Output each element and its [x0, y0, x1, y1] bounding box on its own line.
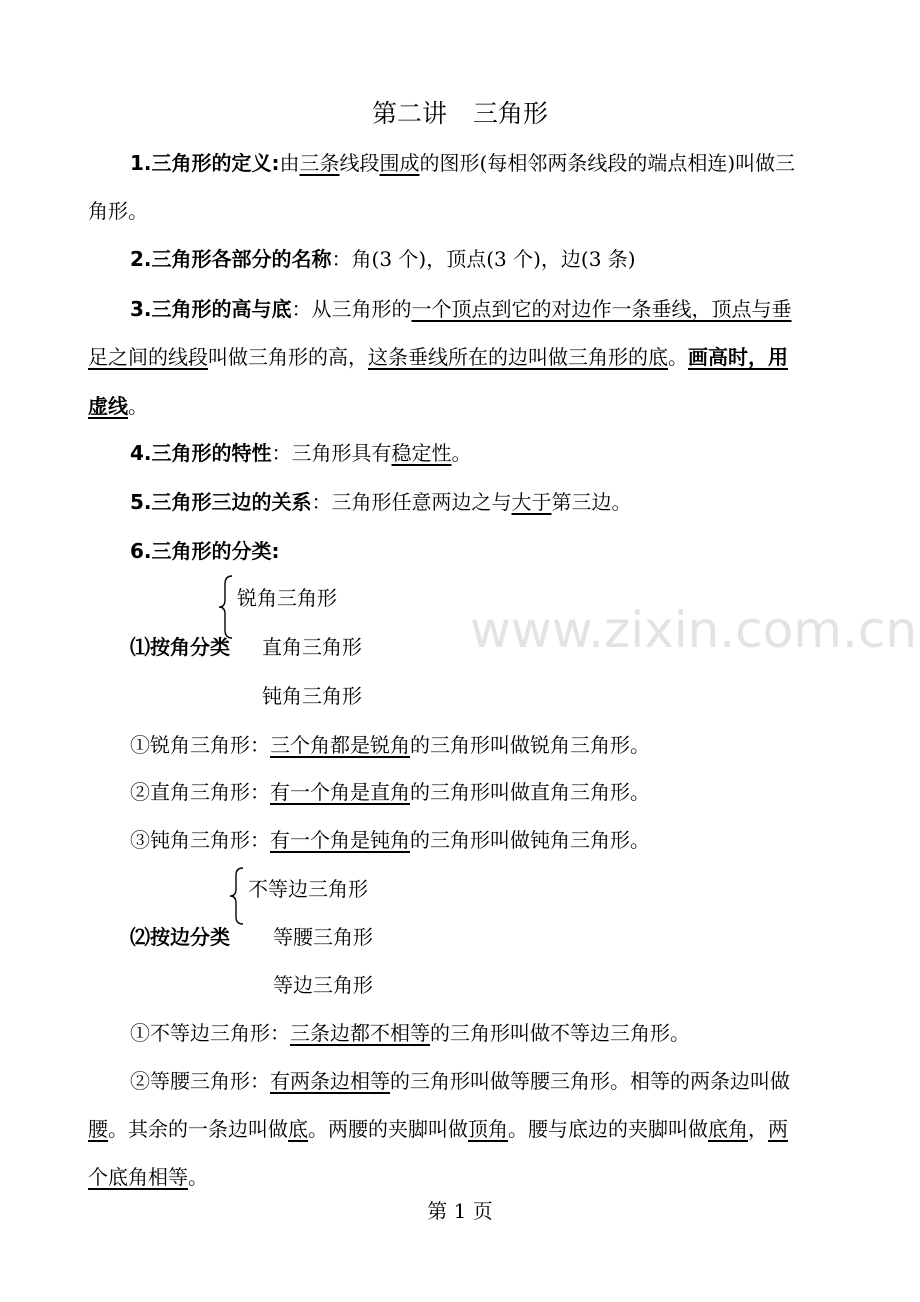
watermark: www.zixin.com.cn [470, 601, 918, 659]
page-number: 第 1 页 [427, 1199, 493, 1223]
text: ②直角三角形： [130, 780, 270, 804]
section-classification [130, 538, 280, 564]
underlined-text: 三个角都是锐角 [270, 733, 410, 757]
underlined-text: 三条 [299, 151, 340, 175]
angle-type-right: 直角三角形 [262, 635, 362, 659]
scalene-definition [130, 1020, 690, 1046]
section-parts [130, 246, 636, 272]
text: ：角(3 个)，顶点(3 个)，边(3 条) [331, 247, 636, 271]
text: 角形。 [88, 199, 148, 223]
text: ：从三角形的 [291, 297, 412, 321]
underlined-text: 底角 [708, 1117, 748, 1141]
text: 。 [188, 1165, 208, 1189]
text: ③钝角三角形： [130, 828, 270, 852]
text: 叫做三角形的高， [208, 345, 368, 369]
text: 。 [128, 394, 148, 418]
section-height-base-cont2 [88, 393, 148, 419]
brace-side [226, 866, 246, 926]
text: ①锐角三角形： [130, 733, 270, 757]
underlined-text: 有一个角是钝角 [270, 828, 410, 852]
side-type-equilateral: 等边三角形 [273, 973, 373, 997]
section-height-base [130, 296, 792, 322]
text: 。 [668, 345, 688, 369]
underlined-text: 有一个角是直角 [270, 780, 410, 804]
underlined-text: 足之间的线段 [88, 345, 208, 369]
section-heading: 4.三角形的特性 [130, 441, 272, 465]
text: ：三角形具有 [271, 441, 392, 465]
obtuse-definition [130, 827, 650, 853]
underlined-text: 稳定性 [391, 441, 452, 465]
angle-classification-label: ⑴按角分类 [130, 635, 230, 659]
acute-definition [130, 732, 650, 758]
title-topic: 三角形 [473, 99, 549, 128]
right-definition [130, 779, 650, 805]
text: ②等腰三角形： [130, 1069, 270, 1093]
section-property [130, 440, 472, 466]
section-definition-cont [88, 198, 148, 224]
underlined-text: 底 [288, 1117, 308, 1141]
underlined-text: 围成 [379, 151, 420, 175]
text: ①不等边三角形： [130, 1021, 290, 1045]
text: 的图形(每相邻两条线段的端点相连)叫做三 [419, 151, 796, 175]
text: ：三角形任意两边之与 [311, 490, 512, 514]
section-definition [130, 150, 795, 176]
underlined-text: 大于 [511, 490, 552, 514]
side-type-isosceles: 等腰三角形 [273, 925, 373, 949]
text: 第三边。 [551, 490, 632, 514]
section-heading: 1.三角形的定义: [130, 151, 280, 175]
angle-type-obtuse: 钝角三角形 [262, 684, 362, 708]
side-type-scalene: 不等边三角形 [248, 877, 368, 901]
text: 。腰与底边的夹脚叫做 [508, 1117, 708, 1141]
side-classification-label: ⑵按边分类 [130, 925, 230, 949]
section-heading: 5.三角形三边的关系 [130, 490, 312, 514]
title-lecture: 第二讲 [371, 99, 447, 128]
text: 。 [451, 441, 472, 465]
text: 的三角形叫做等腰三角形。相等的两条边叫做 [390, 1069, 790, 1093]
text: ， [748, 1117, 768, 1141]
section-sides-relation [130, 489, 632, 515]
isosceles-definition-cont2 [88, 1164, 208, 1190]
text: 的三角形叫做不等边三角形。 [430, 1021, 690, 1045]
text: 的三角形叫做直角三角形。 [410, 780, 650, 804]
underlined-text: 三条边都不相等 [290, 1021, 430, 1045]
text: 线段 [339, 151, 380, 175]
text: 的三角形叫做锐角三角形。 [410, 733, 650, 757]
underlined-text: 顶角 [468, 1117, 508, 1141]
underlined-text: 两 [768, 1117, 788, 1141]
text: 。其余的一条边叫做 [108, 1117, 288, 1141]
section-height-base-cont [88, 344, 788, 370]
emphasis-text: 画高时，用 [688, 345, 788, 369]
underlined-text: 个底角相等 [88, 1165, 188, 1189]
emphasis-text: 虚线 [88, 394, 128, 418]
section-heading: 6.三角形的分类: [130, 539, 280, 563]
text: 。两腰的夹脚叫做 [308, 1117, 468, 1141]
underlined-text: 腰 [88, 1117, 108, 1141]
underlined-text: 有两条边相等 [270, 1069, 390, 1093]
section-heading: 3.三角形的高与底 [130, 297, 292, 321]
text: 的三角形叫做钝角三角形。 [410, 828, 650, 852]
angle-type-acute: 锐角三角形 [237, 586, 337, 610]
underlined-text: 这条垂线所在的边叫做三角形的底 [368, 345, 668, 369]
underlined-text: 一个顶点到它的对边作一条垂线，顶点与垂 [411, 297, 792, 321]
text: 由 [279, 151, 300, 175]
isosceles-definition-cont [88, 1116, 788, 1142]
section-heading: 2.三角形各部分的名称 [130, 247, 332, 271]
brace-angle [215, 574, 235, 640]
page-title [0, 98, 920, 130]
isosceles-definition [130, 1068, 790, 1094]
